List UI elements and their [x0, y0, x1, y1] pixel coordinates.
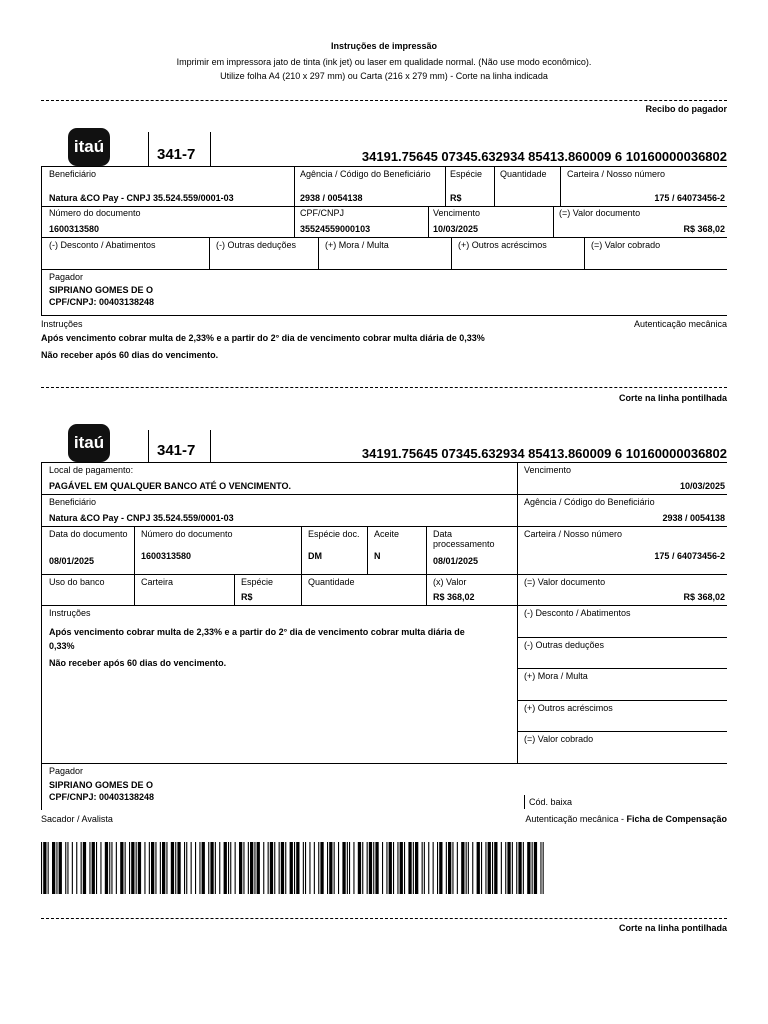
digitable-line: 34191.75645 07345.632934 85413.860009 6 10160000036802: [361, 149, 727, 164]
barcode-bar: [294, 842, 295, 894]
barcode-bar: [439, 842, 442, 894]
uso-banco-label: Uso do banco: [49, 577, 105, 587]
barcode-bar: [320, 842, 323, 894]
barcode-bar: [166, 842, 167, 894]
barcode-bar: [149, 842, 150, 894]
barcode-bar: [477, 842, 480, 894]
barcode-bar: [327, 842, 328, 894]
barcode-bar: [274, 842, 275, 894]
x-valor-value: R$ 368,02: [433, 592, 475, 602]
agencia-value: 2938 / 0054138: [300, 193, 363, 203]
barcode-bar: [144, 842, 145, 894]
barcode-bar: [254, 842, 255, 894]
vencimento-value: 10/03/2025: [433, 224, 479, 234]
barcode-bar: [457, 842, 458, 894]
barcode-bar: [404, 842, 405, 894]
barcode-bar: [81, 842, 82, 894]
barcode-bar: [131, 842, 134, 894]
barcode: [41, 842, 547, 894]
print-instructions-title: Instruções de impressão: [330, 41, 438, 51]
barcode-bar: [413, 842, 414, 894]
barcode-bar: [195, 842, 196, 894]
barcode-bar: [446, 842, 447, 894]
especie-label: Espécie: [450, 169, 483, 179]
barcode-bar: [279, 842, 280, 894]
vencimento-label: Vencimento: [524, 465, 572, 475]
outras-deducoes-label: (-) Outras deduções: [216, 240, 297, 250]
pagador-cpf: CPF/CNPJ: 00403138248: [49, 792, 155, 802]
barcode-bar: [162, 842, 165, 894]
print-instructions-line2: Utilize folha A4 (210 x 297 mm) ou Carta (216 x 279 mm) - Corte na linha indicada: [220, 71, 548, 81]
barcode-bar: [428, 842, 429, 894]
autenticacao-label: Autenticação mecânica -: [525, 814, 624, 824]
barcode-bar: [248, 842, 249, 894]
instrucoes-label: Instruções: [49, 608, 91, 618]
barcode-bar: [468, 842, 469, 894]
barcode-bar: [492, 842, 493, 894]
numero-documento-label: Número do documento: [141, 529, 233, 539]
barcode-bar: [329, 842, 332, 894]
barcode-bar: [257, 842, 260, 894]
desconto-label: (-) Desconto / Abatimentos: [524, 608, 631, 618]
barcode-bar: [349, 842, 350, 894]
barcode-bar: [375, 842, 378, 894]
barcode-bar: [314, 842, 315, 894]
barcode-bar: [177, 842, 180, 894]
barcode-bar: [347, 842, 348, 894]
barcode-bar: [72, 842, 73, 894]
barcode-bar: [415, 842, 418, 894]
pagador-cpf: CPF/CNPJ: 00403138248: [49, 297, 155, 307]
pagador-name: SIPRIANO GOMES DE O: [49, 780, 154, 790]
barcode-bar: [228, 842, 229, 894]
barcode-bar: [235, 842, 236, 894]
barcode-bar: [501, 842, 502, 894]
cpf-cnpj-label: CPF/CNPJ: [300, 208, 345, 218]
barcode-bar: [96, 842, 97, 894]
barcode-bar: [494, 842, 497, 894]
barcode-bar: [100, 842, 101, 894]
quantidade-label: Quantidade: [500, 169, 547, 179]
barcode-bar: [270, 842, 273, 894]
barcode-bar: [540, 842, 541, 894]
barcode-bar: [488, 842, 491, 894]
barcode-bar: [48, 842, 49, 894]
barcode-bar: [389, 842, 392, 894]
barcode-bar: [369, 842, 372, 894]
barcode-bar: [210, 842, 213, 894]
barcode-bar: [397, 842, 398, 894]
cut-line-top: [41, 100, 727, 101]
barcode-bar: [243, 842, 244, 894]
valor-documento-label: (=) Valor documento: [524, 577, 606, 587]
barcode-bar: [215, 842, 216, 894]
carteira2-label: Carteira: [141, 577, 174, 587]
carteira-value: 175 / 64073456-2: [654, 551, 725, 561]
barcode-bar: [290, 842, 293, 894]
outros-acrescimos-label: (+) Outros acréscimos: [458, 240, 547, 250]
barcode-bar: [76, 842, 77, 894]
x-valor-label: (x) Valor: [433, 577, 467, 587]
vencimento-value: 10/03/2025: [679, 481, 725, 491]
numero-documento-label: Número do documento: [49, 208, 141, 218]
mora-multa-label: (+) Mora / Multa: [524, 671, 588, 681]
barcode-bar: [532, 842, 533, 894]
receipt-label: Recibo do pagador: [645, 104, 727, 114]
barcode-bar: [281, 842, 284, 894]
divider: [148, 132, 149, 166]
agencia-label: Agência / Código do Beneficiário: [300, 169, 431, 179]
itau-logo: itaú: [68, 424, 110, 462]
barcode-bar: [461, 842, 464, 894]
agencia-value: 2938 / 0054138: [662, 513, 725, 523]
especie-value: R$: [241, 592, 253, 602]
carteira-value: 175 / 64073456-2: [654, 193, 725, 203]
barcode-bar: [342, 842, 345, 894]
carteira-label: Carteira / Nosso número: [567, 169, 666, 179]
cut-line-middle: [41, 387, 727, 388]
barcode-bar: [422, 842, 423, 894]
vencimento-label: Vencimento: [433, 208, 481, 218]
quantidade-label: Quantidade: [308, 577, 355, 587]
barcode-bar: [171, 842, 174, 894]
barcode-bar: [367, 842, 368, 894]
instrucoes-label: Instruções: [41, 319, 83, 329]
barcode-bar: [305, 842, 306, 894]
beneficiario-label: Beneficiário: [49, 497, 97, 507]
ficha-compensacao-label: Ficha de Compensação: [626, 814, 727, 824]
barcode-bar: [59, 842, 62, 894]
desconto-label: (-) Desconto / Abatimentos: [49, 240, 156, 250]
instrucao-2: Não receber após 60 dias do vencimento.: [49, 658, 227, 668]
barcode-bar: [386, 842, 387, 894]
digitable-line: 34191.75645 07345.632934 85413.860009 6 10160000036802: [361, 446, 727, 461]
barcode-bar: [481, 842, 482, 894]
agencia-label: Agência / Código do Beneficiário: [524, 497, 655, 507]
barcode-bar: [268, 842, 269, 894]
barcode-bar: [353, 842, 354, 894]
data-documento-label: Data do documento: [49, 529, 128, 539]
barcode-bar: [523, 842, 524, 894]
outros-acrescimos-label: (+) Outros acréscimos: [524, 703, 613, 713]
barcode-bar: [250, 842, 253, 894]
barcode-bar: [109, 842, 110, 894]
valor-cobrado-label: (=) Valor cobrado: [524, 734, 594, 744]
mora-multa-label: (+) Mora / Multa: [325, 240, 389, 250]
cut-label: Corte na linha pontilhada: [618, 393, 727, 403]
print-instructions-line1: Imprimir em impressora jato de tinta (ink jet) ou laser em qualidade normal. (Não use modo econômico).: [176, 57, 592, 67]
barcode-bar: [151, 842, 154, 894]
autenticacao-label: Autenticação mecânica: [633, 319, 727, 329]
especie-value: R$: [450, 193, 462, 203]
especie-doc-value: DM: [308, 551, 322, 561]
barcode-bar: [202, 842, 205, 894]
local-pagamento-label: Local de pagamento:: [49, 465, 134, 475]
barcode-bar: [136, 842, 137, 894]
barcode-bar: [208, 842, 209, 894]
barcode-bar: [309, 842, 310, 894]
barcode-bar: [466, 842, 467, 894]
numero-documento-value: 1600313580: [141, 551, 192, 561]
divider: [148, 430, 149, 462]
barcode-bar: [448, 842, 451, 894]
itau-logo: itaú: [68, 128, 110, 166]
barcode-bar: [303, 842, 304, 894]
barcode-bar: [52, 842, 55, 894]
barcode-bar: [67, 842, 68, 894]
barcode-bar: [56, 842, 57, 894]
barcode-bar: [534, 842, 537, 894]
barcode-bar: [485, 842, 486, 894]
barcode-bar: [155, 842, 156, 894]
barcode-bar: [527, 842, 530, 894]
barcode-bar: [83, 842, 86, 894]
barcode-bar: [92, 842, 95, 894]
barcode-bar: [433, 842, 434, 894]
sacador-avalista-label: Sacador / Avalista: [41, 814, 113, 824]
data-processamento-value: 08/01/2025: [433, 556, 479, 566]
barcode-bar: [452, 842, 453, 894]
barcode-bar: [263, 842, 264, 894]
barcode-bar: [424, 842, 425, 894]
valor-documento-value: R$ 368,02: [683, 224, 725, 234]
barcode-bar: [105, 842, 108, 894]
barcode-bar: [219, 842, 220, 894]
beneficiario-value: Natura &CO Pay - CNPJ 35.524.559/0001-03: [49, 193, 234, 203]
pagador-label: Pagador: [49, 766, 84, 776]
barcode-bar: [125, 842, 126, 894]
numero-documento-value: 1600313580: [49, 224, 100, 234]
barcode-bar: [373, 842, 374, 894]
barcode-bar: [296, 842, 299, 894]
beneficiario-value: Natura &CO Pay - CNPJ 35.524.559/0001-03: [49, 513, 234, 523]
especie-label: Espécie: [241, 577, 274, 587]
barcode-bar: [230, 842, 231, 894]
barcode-bar: [408, 842, 411, 894]
pagador-name: SIPRIANO GOMES DE O: [49, 285, 154, 295]
barcode-bar: [239, 842, 242, 894]
barcode-bar: [111, 842, 112, 894]
barcode-bar: [507, 842, 510, 894]
outras-deducoes-label: (-) Outras deduções: [524, 640, 605, 650]
data-processamento-label: Data processamento: [433, 529, 495, 549]
cod-baixa-label: Cód. baixa: [529, 797, 573, 807]
barcode-bar: [199, 842, 200, 894]
barcode-bar: [437, 842, 438, 894]
barcode-bar: [138, 842, 141, 894]
bank-code: 341-7: [157, 146, 196, 163]
barcode-bar: [116, 842, 117, 894]
aceite-label: Aceite: [374, 529, 400, 539]
barcode-bar: [400, 842, 403, 894]
carteira-label: Carteira / Nosso número: [524, 529, 623, 539]
barcode-bar: [338, 842, 339, 894]
barcode-bar: [129, 842, 130, 894]
divider: [210, 430, 211, 462]
barcode-bar: [362, 842, 363, 894]
barcode-bar: [186, 842, 187, 894]
cpf-cnpj-value: 35524559000103: [300, 224, 371, 234]
barcode-bar: [120, 842, 123, 894]
barcode-bar: [191, 842, 192, 894]
instrucao-1-cont: 0,33%: [49, 641, 75, 651]
barcode-bar: [358, 842, 361, 894]
barcode-bar: [518, 842, 521, 894]
barcode-bar: [43, 842, 46, 894]
barcode-bar: [285, 842, 286, 894]
barcode-bar: [175, 842, 176, 894]
barcode-bar: [89, 842, 90, 894]
cut-label: Corte na linha pontilhada: [618, 923, 727, 933]
barcode-bar: [516, 842, 517, 894]
barcode-bar: [334, 842, 335, 894]
aceite-value: N: [374, 551, 381, 561]
barcode-bar: [512, 842, 513, 894]
barcode-bar: [184, 842, 185, 894]
valor-documento-value: R$ 368,02: [683, 592, 725, 602]
barcode-bar: [160, 842, 161, 894]
barcode-bar: [224, 842, 227, 894]
barcode-bar: [65, 842, 66, 894]
pagador-label: Pagador: [49, 272, 84, 282]
especie-doc-label: Espécie doc.: [308, 529, 360, 539]
barcode-bar: [543, 842, 544, 894]
bank-code: 341-7: [157, 442, 196, 459]
barcode-bar: [393, 842, 394, 894]
beneficiario-label: Beneficiário: [49, 169, 97, 179]
valor-documento-label: (=) Valor documento: [559, 208, 641, 218]
instrucao-1: Após vencimento cobrar multa de 2,33% e a partir do 2° dia de vencimento cobrar multa diária de 0,33%: [41, 333, 485, 343]
local-pagamento-value: PAGÁVEL EM QUALQUER BANCO ATÉ O VENCIMENTO.: [49, 481, 292, 491]
valor-cobrado-label: (=) Valor cobrado: [591, 240, 661, 250]
barcode-bar: [505, 842, 506, 894]
instrucao-2: Não receber após 60 dias do vencimento.: [41, 350, 219, 360]
barcode-bar: [41, 842, 42, 894]
autenticacao-ficha: [380, 814, 727, 824]
barcode-bar: [472, 842, 473, 894]
barcode-bar: [318, 842, 319, 894]
barcode-bar: [382, 842, 383, 894]
data-documento-value: 08/01/2025: [49, 556, 95, 566]
divider: [210, 132, 211, 166]
instrucao-1: Após vencimento cobrar multa de 2,33% e a partir do 2° dia de vencimento cobrar multa diária de: [49, 627, 465, 637]
cut-line-bottom: [41, 918, 727, 919]
